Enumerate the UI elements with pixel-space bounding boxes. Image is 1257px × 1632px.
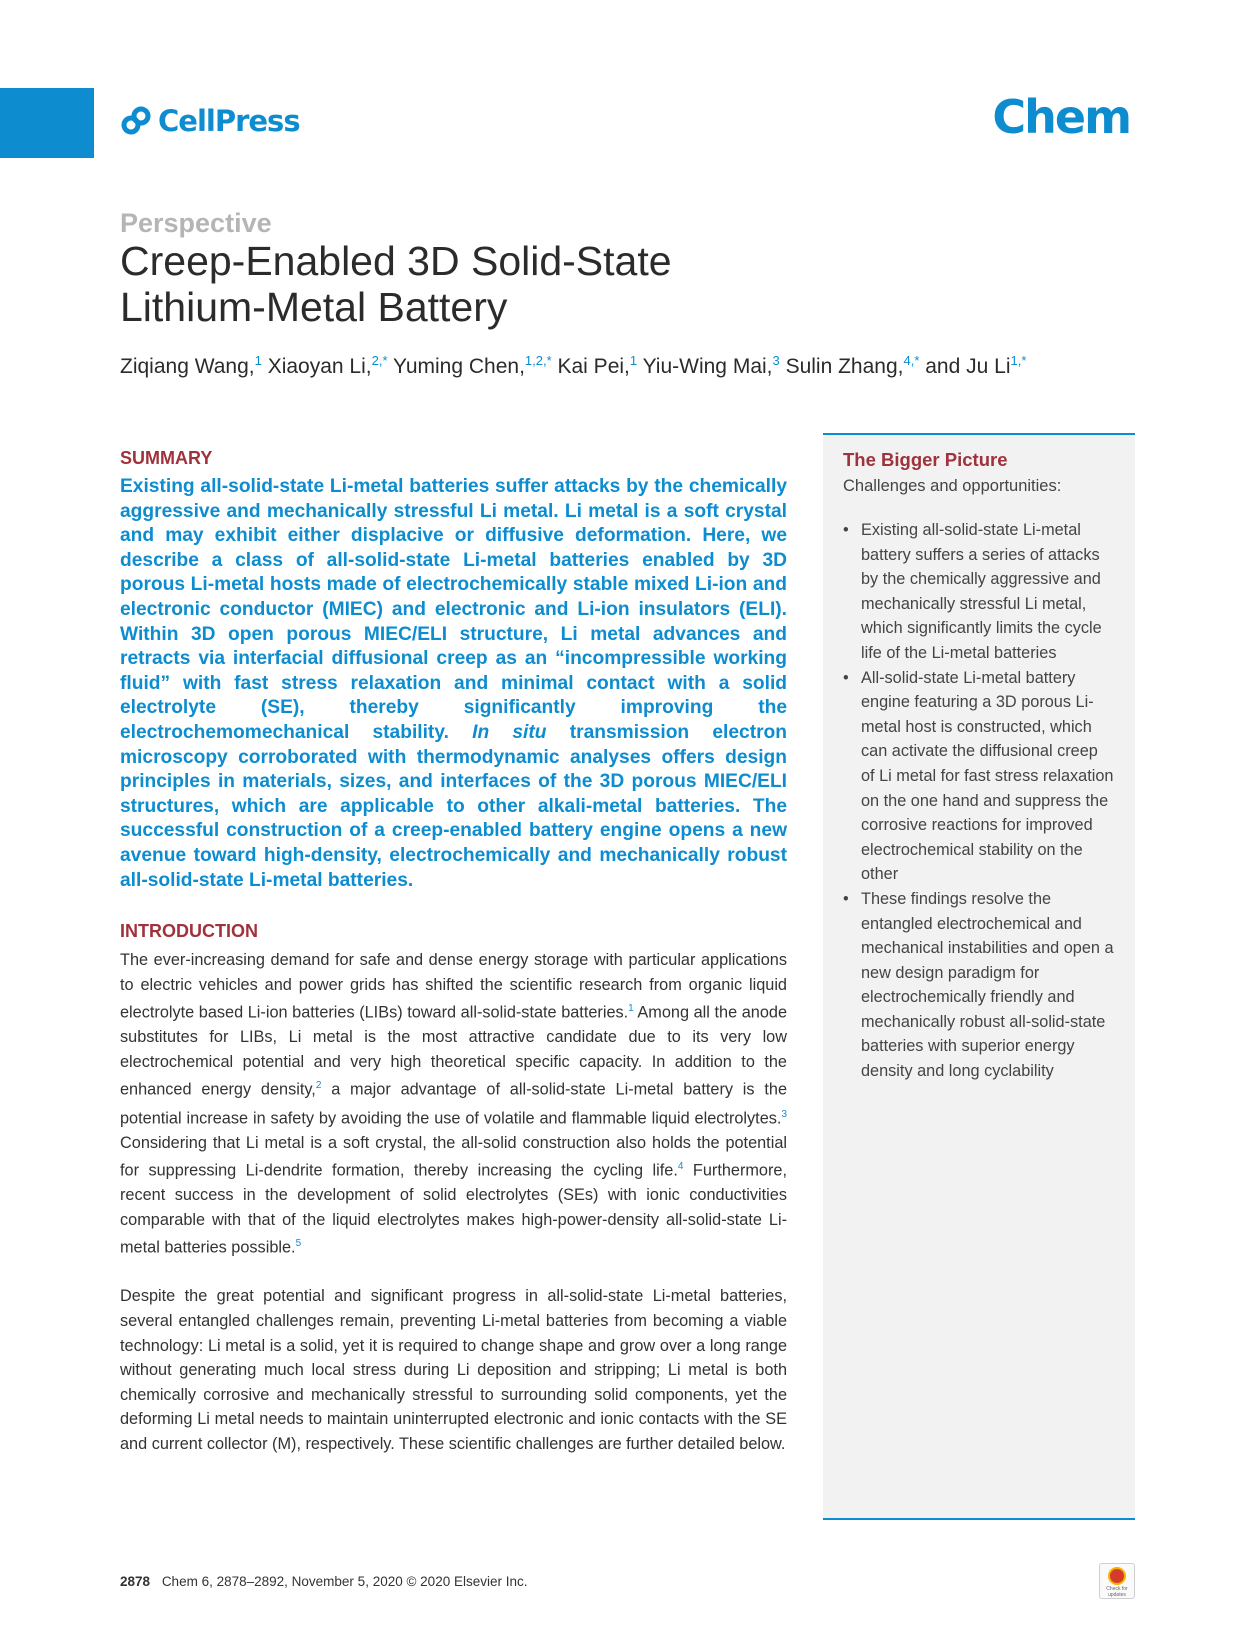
cellpress-logo[interactable] — [120, 104, 300, 138]
journal-logo[interactable]: Chem — [992, 90, 1130, 144]
author-list — [120, 353, 1140, 379]
page-footer — [120, 1574, 527, 1589]
corner-color-block — [0, 88, 94, 158]
title-line-2: Lithium-Metal Battery — [120, 284, 508, 330]
cellpress-link-icon — [120, 105, 152, 137]
summary-heading: SUMMARY — [120, 448, 213, 468]
badge-mark — [1108, 1567, 1126, 1585]
introduction-heading: INTRODUCTION — [120, 921, 258, 942]
author[interactable]: Yuming Chen,$^{1,2,*}$ — [392, 353, 552, 378]
affiliation-marker[interactable]: 1 — [254, 353, 262, 368]
citation-link[interactable]: 5 — [295, 1238, 302, 1250]
bigger-picture-list — [843, 518, 1115, 1084]
list-item: • All-solid-state Li-metal battery engine featuring a 3D porous Li-metal host is constructed, which can activate the diffusional creep of Li metal for fast stress relaxation on the one hand and suppress the corrosive reactions for improved electrochemical stability on the other — [843, 666, 1115, 887]
introduction-paragraph-1: The ever-increasing demand for safe and dense energy storage with particular applications to electric vehicles and power grids has shifted the scientific research from organic liquid electrolyte based Li-ion batteries (LIBs) toward all-solid-state batteries.$^1$ Among all the anode substitutes for LIBs, Li metal is the most attractive candidate due to its very low electrochemical potential and very high theoretical specific capacity. In addition to the enhanced energy density,$^2$ a major advantage of all-solid-state Li-metal battery is the potential increase in safety by avoiding the use of volatile and flammable liquid electrolytes.$^3$ Considering that Li metal is a soft crystal, the all-solid construction also holds the potential for suppressing Li-dendrite formation, thereby increasing the cycling life.$^4$ Furthermore, recent success in the development of solid electrolytes (SEs) with ionic conductivities comparable with that of the liquid electrolytes makes high-power-density all-solid-state Li-metal batteries possible.$^5$ — [120, 951, 787, 1257]
author[interactable]: and Ju $Li^{1,*}$ — [925, 353, 1027, 378]
citation-line: Chem 6, 2878–2892, November 5, 2020 © 2020 Elsevier Inc. — [161, 1574, 528, 1589]
citation-link[interactable]: 3 — [781, 1108, 787, 1120]
affiliation-marker[interactable]: 1 — [629, 353, 638, 368]
author[interactable]: Ziqiang Wang,$^1$ — [120, 353, 262, 378]
affiliation-marker[interactable]: 4,* — [903, 353, 920, 368]
cellpress-logo-text: CellPress — [158, 104, 300, 138]
main-column — [120, 448, 787, 1456]
affiliation-marker[interactable]: 1,* — [1010, 353, 1027, 368]
page-number: 2878 — [120, 1574, 151, 1589]
citation-link[interactable]: 2 — [315, 1080, 322, 1092]
badge-label: Check for updates — [1106, 1586, 1128, 1598]
author[interactable]: Xiaoyan Li,$^{2,*}$ — [267, 353, 388, 378]
author[interactable]: Kai Pei,$^1$ — [557, 353, 638, 378]
title-line-1: Creep-Enabled 3D Solid-State — [120, 238, 672, 284]
author[interactable]: Sulin Zhang,$^{4,*}$ — [785, 353, 920, 378]
list-item: • Existing all-solid-state Li-metal battery suffers a series of attacks by the chemically aggressive and mechanically stressful Li metal, which significantly limits the cycle life of the Li-metal batteries — [843, 518, 1115, 666]
introduction-paragraph-2: Despite the great potential and significant progress in all-solid-state Li-metal batteries, several entangled challenges remain, preventing Li-metal batteries from becoming a viable technology: Li metal is a solid, yet it is required to change shape and grow over a long range without generating much local stress during Li deposition and stripping; Li metal is both chemically corrosive and mechanically stressful to surrounding solid components, yet the deforming Li metal needs to maintain uninterrupted electronic and ionic contacts with the SE and current collector (M), respectively. These scientific challenges are further detailed below. — [120, 1287, 787, 1453]
author[interactable]: Yiu-Wing Mai,$^3$ — [642, 353, 780, 378]
article-type: Perspective — [120, 208, 272, 238]
list-item: • These findings resolve the entangled electrochemical and mechanical instabilities and open a new design paradigm for electrochemically friendly and mechanically robust all-solid-state batteries with superior energy density and long cyclability — [843, 887, 1115, 1084]
check-for-updates-icon[interactable] — [1099, 1563, 1135, 1599]
citation-link[interactable]: 4 — [677, 1161, 684, 1173]
citation-link[interactable]: 1 — [628, 1003, 634, 1015]
affiliation-marker[interactable]: 3 — [772, 353, 780, 368]
affiliation-marker[interactable]: 1,2,* — [524, 353, 552, 368]
summary-text: Existing all-solid-state Li-metal batteries suffer attacks by the chemically aggressive and mechanically stressful Li metal. Li metal is a soft crystal and may exhibit either displacive or diffusive deformation. Here, we describe a class of all-solid-state Li-metal batteries enabled by 3D porous Li-metal hosts made of electrochemically stable mixed Li-ion and electronic conductor (MIEC) and electronic and Li-ion insulators (ELI). Within 3D open porous MIEC/ELI structure, Li metal advances and retracts via interfacial diffusional creep as an “incompressible working fluid” with fast stress relaxation and minimal contact with a solid electrolyte (SE), thereby significantly improving the electrochemomechanical stability. In situ transmission electron microscopy corroborated with thermodynamic analyses offers design principles in materials, sizes, and interfaces of the 3D porous MIEC/ELI structures, which are applicable to other alkali-metal batteries. The successful construction of a creep-enabled battery engine opens a new avenue toward high-density, electrochemically and mechanically robust all-solid-state Li-metal batteries. — [120, 476, 787, 891]
article-title — [120, 238, 820, 330]
affiliation-marker[interactable]: 2,* — [371, 353, 388, 368]
bigger-picture-box — [823, 433, 1135, 1520]
bigger-picture-subtitle: Challenges and opportunities: — [843, 477, 1062, 495]
bigger-picture-title: The Bigger Picture — [843, 449, 1008, 470]
